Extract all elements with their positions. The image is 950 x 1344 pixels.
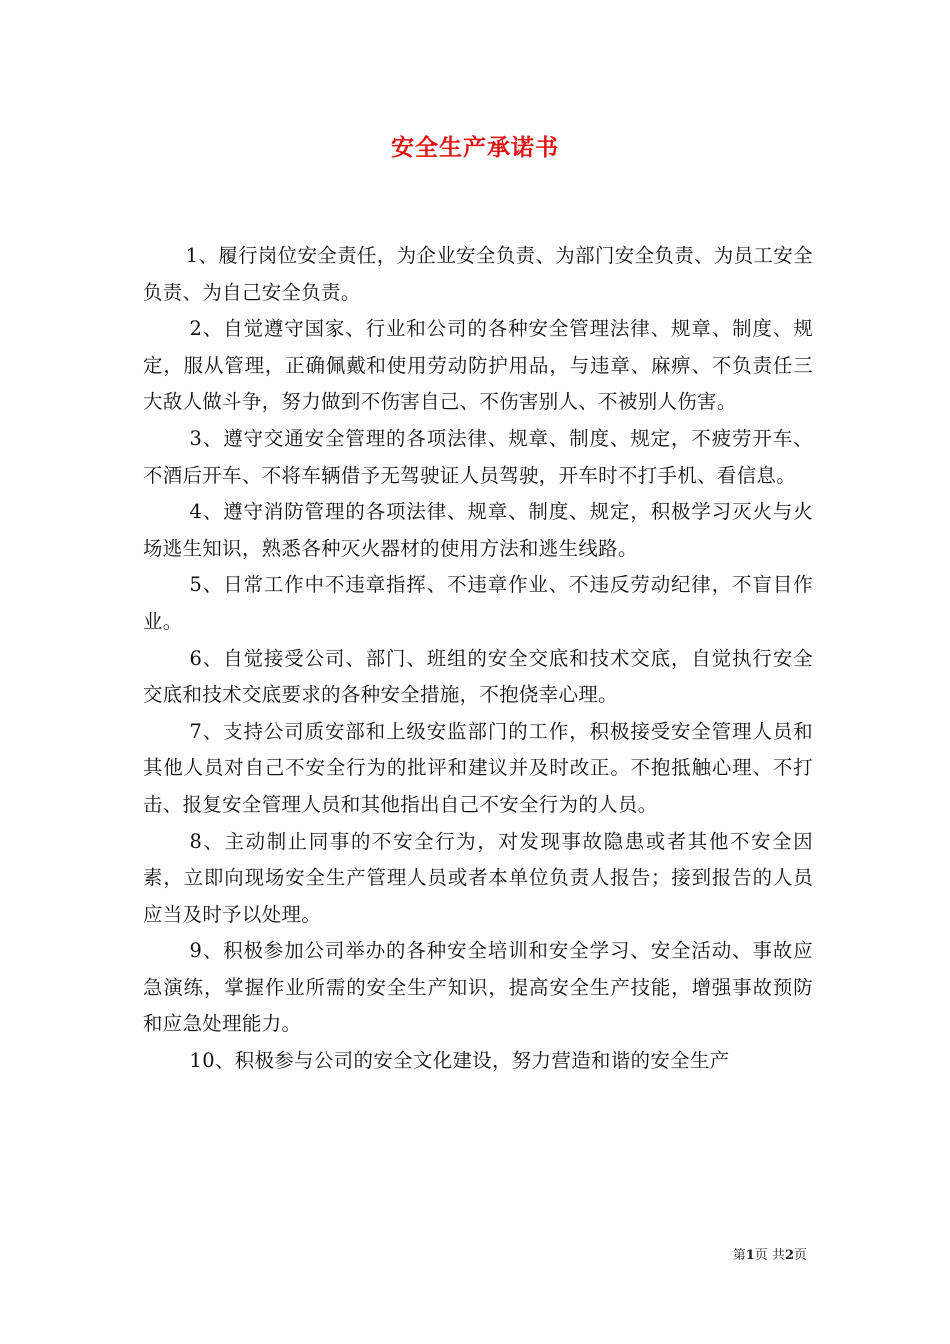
footer-total-pages: 2 bbox=[784, 1248, 794, 1263]
document-title: 安全生产承诺书 bbox=[391, 134, 559, 161]
paragraph-9: 9、积极参加公司举办的各种安全培训和安全学习、安全活动、事故应急演练，掌握作业所需的安全生产知识，提高安全生产技能，增强事故预防和应急处理能力。 bbox=[143, 939, 813, 1036]
footer-middle: 页 共 bbox=[754, 1248, 785, 1263]
footer-prefix: 第 bbox=[732, 1248, 746, 1263]
paragraph-7: 7、支持公司质安部和上级安监部门的工作，积极接受安全管理人员和其他人员对自己不安全行为的批评和建议并及时改正。不抱抵触心理、不打击、报复安全管理人员和其他指出自己不安全行为的人员。 bbox=[143, 719, 813, 816]
footer-suffix: 页 bbox=[793, 1248, 807, 1263]
paragraph-4: 4、遵守消防管理的各项法律、规章、制度、规定，积极学习灭火与火场逃生知识，熟悉各种灭火器材的使用方法和逃生线路。 bbox=[143, 500, 813, 560]
paragraph-6: 6、自觉接受公司、部门、班组的安全交底和技术交底，自觉执行安全交底和技术交底要求的各种安全措施，不抱侥幸心理。 bbox=[143, 646, 813, 707]
footer-current-page: 1 bbox=[745, 1248, 755, 1263]
paragraph-1: 1、履行岗位安全责任，为企业安全负责、为部门安全负责、为员工安全负责、为自己安全负责。 bbox=[143, 244, 813, 304]
paragraph-10: 10、积极参与公司的安全文化建设，努力营造和谐的安全生产 bbox=[189, 1049, 730, 1073]
paragraph-2: 2、自觉遵守国家、行业和公司的各种安全管理法律、规章、制度、规定，服从管理，正确佩戴和使用劳动防护用品，与违章、麻痹、不负责任三大敌人做斗争，努力做到不伤害自己、不伤害别人、不被别人伤害。 bbox=[143, 317, 813, 414]
page-number-footer bbox=[733, 1247, 807, 1265]
document-body bbox=[143, 238, 813, 1080]
paragraph-8: 8、主动制止同事的不安全行为，对发现事故隐患或者其他不安全因素，立即向现场安全生产管理人员或者本单位负责人报告；接到报告的人员应当及时予以处理。 bbox=[143, 829, 813, 926]
paragraph-5: 5、日常工作中不违章指挥、不违章作业、不违反劳动纪律，不盲目作业。 bbox=[143, 573, 813, 633]
paragraph-3: 3、遵守交通安全管理的各项法律、规章、制度、规定，不疲劳开车、不酒后开车、不将车辆借予无驾驶证人员驾驶，开车时不打手机、看信息。 bbox=[143, 426, 813, 487]
